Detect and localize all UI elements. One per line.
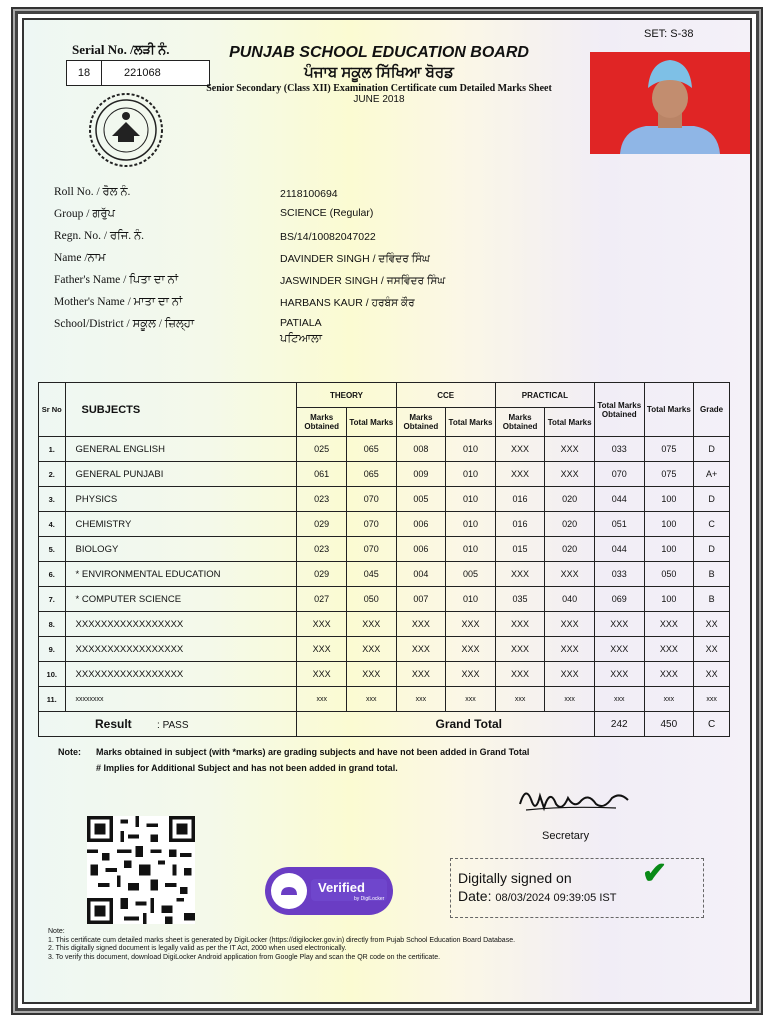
result-label: Result	[95, 717, 132, 731]
grand-total-marks: 450	[644, 712, 694, 737]
cell-tot-t: xxx	[644, 687, 694, 712]
info-label-roll: Roll No. / ਰੋਲ ਨੰ.	[54, 186, 131, 198]
marks-sheet	[22, 18, 752, 1004]
student-photo	[590, 52, 750, 154]
cell-grade: D	[694, 437, 730, 462]
cell-th-t: 070	[346, 512, 396, 537]
table-row	[39, 437, 730, 462]
info-label-mother: Mother's Name / ਮਾਤਾ ਦਾ ਨਾਂ	[54, 296, 183, 308]
cell-th-t: 050	[346, 587, 396, 612]
col-practical: PRACTICAL	[495, 383, 594, 408]
marks-body	[39, 437, 730, 712]
cell-grade: XX	[694, 662, 730, 687]
col-theory-total: Total Marks	[346, 408, 396, 437]
col-practical-total: Total Marks	[545, 408, 595, 437]
cell-tot-t: 100	[644, 587, 694, 612]
cell-th-t: XXX	[346, 637, 396, 662]
cell-pr-t: XXX	[545, 662, 595, 687]
col-subjects: SUBJECTS	[65, 383, 297, 437]
col-theory: THEORY	[297, 383, 396, 408]
cell-sr: 9.	[39, 637, 66, 662]
cell-cce-t: 010	[446, 587, 496, 612]
cell-grade: D	[694, 537, 730, 562]
cell-th-o: 061	[297, 462, 347, 487]
cell-tot-t: 100	[644, 487, 694, 512]
cell-tot-o: xxx	[594, 687, 644, 712]
cell-tot-o: 069	[594, 587, 644, 612]
cell-pr-o: XXX	[495, 437, 545, 462]
cell-pr-o: 015	[495, 537, 545, 562]
cell-tot-o: 033	[594, 562, 644, 587]
cell-subject: XXXXXXXXXXXXXXXXX	[65, 637, 297, 662]
cell-grade: C	[694, 512, 730, 537]
cell-pr-t: xxx	[545, 687, 595, 712]
cell-tot-t: 075	[644, 462, 694, 487]
cell-grade: xxx	[694, 687, 730, 712]
cell-pr-t: XXX	[545, 612, 595, 637]
cell-pr-o: 035	[495, 587, 545, 612]
cell-sr: 8.	[39, 612, 66, 637]
info-value-mother: HARBANS KAUR / ਹਰਬੰਸ ਕੌਰ	[280, 297, 415, 309]
info-label-regn: Regn. No. / ਰਜਿ. ਨੰ.	[54, 230, 145, 242]
cell-cce-t: 010	[446, 462, 496, 487]
cell-pr-t: 020	[545, 487, 595, 512]
exam-session: JUNE 2018	[353, 94, 405, 105]
cell-sr: 10.	[39, 662, 66, 687]
grand-total-label: Grand Total	[297, 712, 595, 737]
cell-pr-t: XXX	[545, 437, 595, 462]
cell-cce-o: 005	[396, 487, 446, 512]
cell-subject: BIOLOGY	[65, 537, 297, 562]
note-text: Marks obtained in subject (with *marks) are grading subjects and have not been added in Grand Total	[96, 747, 530, 757]
serial-label: Serial No. /ਲੜੀ ਨੰ.	[72, 42, 170, 57]
cell-subject: GENERAL ENGLISH	[65, 437, 297, 462]
result-value: : PASS	[157, 720, 189, 731]
cell-th-o: 027	[297, 587, 347, 612]
cell-pr-t: XXX	[545, 462, 595, 487]
info-value-district-pa: ਪਟਿਆਲਾ	[280, 333, 323, 345]
table-row	[39, 462, 730, 487]
cell-subject: xxxxxxxx	[65, 687, 297, 712]
cell-cce-t: XXX	[446, 662, 496, 687]
cell-grade: B	[694, 587, 730, 612]
cell-tot-o: XXX	[594, 662, 644, 687]
qr-code-icon[interactable]	[82, 816, 200, 924]
cell-sr: 2.	[39, 462, 66, 487]
cell-pr-o: XXX	[495, 612, 545, 637]
col-theory-obtained: Marks Obtained	[297, 408, 347, 437]
board-name-pa: ਪੰਜਾਬ ਸਕੂਲ ਸਿੱਖਿਆ ਬੋਰਡ	[304, 64, 454, 81]
cell-pr-t: 020	[545, 512, 595, 537]
col-practical-obtained: Marks Obtained	[495, 408, 545, 437]
cell-th-o: 023	[297, 487, 347, 512]
cell-th-o: XXX	[297, 637, 347, 662]
cell-th-t: XXX	[346, 612, 396, 637]
col-total-obtained: Total Marks Obtained	[594, 383, 644, 437]
cell-subject: XXXXXXXXXXXXXXXXX	[65, 612, 297, 637]
signature-icon	[516, 778, 632, 818]
col-sr: Sr No	[39, 383, 66, 437]
cell-cce-o: 006	[396, 512, 446, 537]
cell-th-t: XXX	[346, 662, 396, 687]
cell-pr-o: 016	[495, 512, 545, 537]
cell-subject: * COMPUTER SCIENCE	[65, 587, 297, 612]
table-row	[39, 612, 730, 637]
cell-grade: D	[694, 487, 730, 512]
footer-notes	[48, 928, 648, 962]
cell-pr-o: XXX	[495, 662, 545, 687]
table-row	[39, 562, 730, 587]
cell-sr: 3.	[39, 487, 66, 512]
cell-grade: A+	[694, 462, 730, 487]
cell-tot-t: XXX	[644, 637, 694, 662]
cell-tot-t: 100	[644, 537, 694, 562]
cell-grade: B	[694, 562, 730, 587]
cell-grade: XX	[694, 637, 730, 662]
info-value-regn: BS/14/10082047022	[280, 231, 376, 243]
cell-tot-o: 044	[594, 487, 644, 512]
cell-pr-t: XXX	[545, 562, 595, 587]
check-icon: ✔	[642, 857, 668, 890]
marks-table	[38, 382, 730, 737]
cell-th-o: XXX	[297, 612, 347, 637]
cell-pr-t: 020	[545, 537, 595, 562]
cell-cce-t: 005	[446, 562, 496, 587]
cell-tot-t: 100	[644, 512, 694, 537]
cell-cce-t: XXX	[446, 612, 496, 637]
board-name-en: PUNJAB SCHOOL EDUCATION BOARD	[229, 44, 529, 61]
cell-cce-o: XXX	[396, 637, 446, 662]
cell-th-t: 070	[346, 537, 396, 562]
table-row	[39, 487, 730, 512]
table-row	[39, 662, 730, 687]
board-header	[144, 44, 614, 105]
cell-sr: 6.	[39, 562, 66, 587]
cell-cce-t: 010	[446, 512, 496, 537]
cell-tot-o: 070	[594, 462, 644, 487]
cell-tot-o: 044	[594, 537, 644, 562]
table-row	[39, 637, 730, 662]
cell-cce-t: 010	[446, 487, 496, 512]
info-value-father: JASWINDER SINGH / ਜਸਵਿੰਦਰ ਸਿੰਘ	[280, 275, 446, 287]
cell-cce-t: xxx	[446, 687, 496, 712]
cell-tot-o: 033	[594, 437, 644, 462]
grand-grade: C	[694, 712, 730, 737]
info-label-group: Group / ਗਰੁੱਪ	[54, 208, 115, 220]
set-number: SET: S-38	[644, 28, 694, 40]
info-label-father: Father's Name / ਪਿਤਾ ਦਾ ਨਾਂ	[54, 274, 179, 286]
cell-tot-t: 050	[644, 562, 694, 587]
cell-cce-o: 004	[396, 562, 446, 587]
note-block	[58, 747, 530, 757]
date-value: 08/03/2024 09:39:05 IST	[495, 892, 617, 904]
cell-th-t: 065	[346, 437, 396, 462]
serial-box-2: 221068	[124, 67, 161, 79]
col-cce-total: Total Marks	[446, 408, 496, 437]
table-row	[39, 587, 730, 612]
cell-pr-o: 016	[495, 487, 545, 512]
cell-subject: PHYSICS	[65, 487, 297, 512]
cell-th-t: 045	[346, 562, 396, 587]
cell-tot-t: XXX	[644, 662, 694, 687]
cell-subject: * ENVIRONMENTAL EDUCATION	[65, 562, 297, 587]
cell-tot-o: 051	[594, 512, 644, 537]
table-row	[39, 512, 730, 537]
board-logo-icon	[88, 92, 164, 168]
note-label: Note:	[58, 747, 81, 757]
cell-th-o: XXX	[297, 662, 347, 687]
cell-grade: XX	[694, 612, 730, 637]
table-row	[39, 537, 730, 562]
cell-cce-t: XXX	[446, 637, 496, 662]
note-text-2: # Implies for Additional Subject and has not been added in grand total.	[96, 763, 398, 773]
digitally-signed-date	[458, 888, 616, 904]
cell-th-o: 025	[297, 437, 347, 462]
cell-pr-t: XXX	[545, 637, 595, 662]
cell-tot-o: XXX	[594, 612, 644, 637]
cell-sr: 7.	[39, 587, 66, 612]
result-cell	[39, 712, 297, 737]
cell-cce-o: 009	[396, 462, 446, 487]
cell-cce-o: 006	[396, 537, 446, 562]
info-label-school: School/District / ਸਕੂਲ / ਜ਼ਿਲ੍ਹਾ	[54, 318, 195, 330]
cell-subject: CHEMISTRY	[65, 512, 297, 537]
col-cce: CCE	[396, 383, 495, 408]
cell-cce-o: 007	[396, 587, 446, 612]
secretary-title: Secretary	[542, 830, 590, 842]
cell-th-t: 065	[346, 462, 396, 487]
cell-tot-t: XXX	[644, 612, 694, 637]
certificate-subtitle: Senior Secondary (Class XII) Examination Certificate cum Detailed Marks Sheet	[206, 83, 552, 94]
info-value-name: DAVINDER SINGH / ਦਵਿੰਦਰ ਸਿੰਘ	[280, 253, 430, 265]
table-row	[39, 687, 730, 712]
cell-cce-o: 008	[396, 437, 446, 462]
verified-sub: by DigiLocker	[354, 896, 385, 902]
cell-cce-o: XXX	[396, 612, 446, 637]
cell-sr: 5.	[39, 537, 66, 562]
cell-subject: GENERAL PUNJABI	[65, 462, 297, 487]
cell-th-t: xxx	[346, 687, 396, 712]
serial-box-1: 18	[67, 61, 102, 85]
cell-th-o: 029	[297, 512, 347, 537]
cell-sr: 11.	[39, 687, 66, 712]
cell-pr-o: XXX	[495, 562, 545, 587]
cell-pr-o: XXX	[495, 462, 545, 487]
cell-cce-o: xxx	[396, 687, 446, 712]
cell-tot-t: 075	[644, 437, 694, 462]
date-label: Date:	[458, 888, 492, 904]
cell-subject: XXXXXXXXXXXXXXXXX	[65, 662, 297, 687]
footer-line: 1. This certificate cum detailed marks sheet is generated by DigiLocker (https://digilocker.gov.in) directly from Pujab School Education Board Database.	[48, 936, 516, 944]
footer-line: 3. To verify this document, download DigiLocker Android application from Google Play and scan the QR code on the certificate.	[48, 953, 441, 961]
grand-total-obtained: 242	[594, 712, 644, 737]
cell-pr-o: xxx	[495, 687, 545, 712]
cell-cce-t: 010	[446, 537, 496, 562]
cell-cce-o: XXX	[396, 662, 446, 687]
result-row	[39, 712, 730, 737]
footer-line: Note:	[48, 928, 65, 935]
info-value-school: PATIALA	[280, 317, 322, 329]
info-value-group: SCIENCE (Regular)	[280, 207, 374, 219]
col-cce-obtained: Marks Obtained	[396, 408, 446, 437]
col-grade: Grade	[694, 383, 730, 437]
footer-line: 2. This digitally signed document is legally valid as per the IT Act, 2000 when used electronically.	[48, 945, 347, 952]
cell-th-t: 070	[346, 487, 396, 512]
cell-cce-t: 010	[446, 437, 496, 462]
info-value-roll: 2118100694	[280, 188, 338, 200]
cell-sr: 1.	[39, 437, 66, 462]
col-total: Total Marks	[644, 383, 694, 437]
cell-th-o: xxx	[297, 687, 347, 712]
cell-th-o: 029	[297, 562, 347, 587]
verified-text: Verified	[318, 880, 365, 895]
cell-tot-o: XXX	[594, 637, 644, 662]
cell-th-o: 023	[297, 537, 347, 562]
cell-pr-t: 040	[545, 587, 595, 612]
cell-sr: 4.	[39, 512, 66, 537]
info-label-name: Name /ਨਾਮ	[54, 252, 106, 264]
cell-pr-o: XXX	[495, 637, 545, 662]
digitally-signed-label: Digitally signed on	[458, 870, 572, 886]
